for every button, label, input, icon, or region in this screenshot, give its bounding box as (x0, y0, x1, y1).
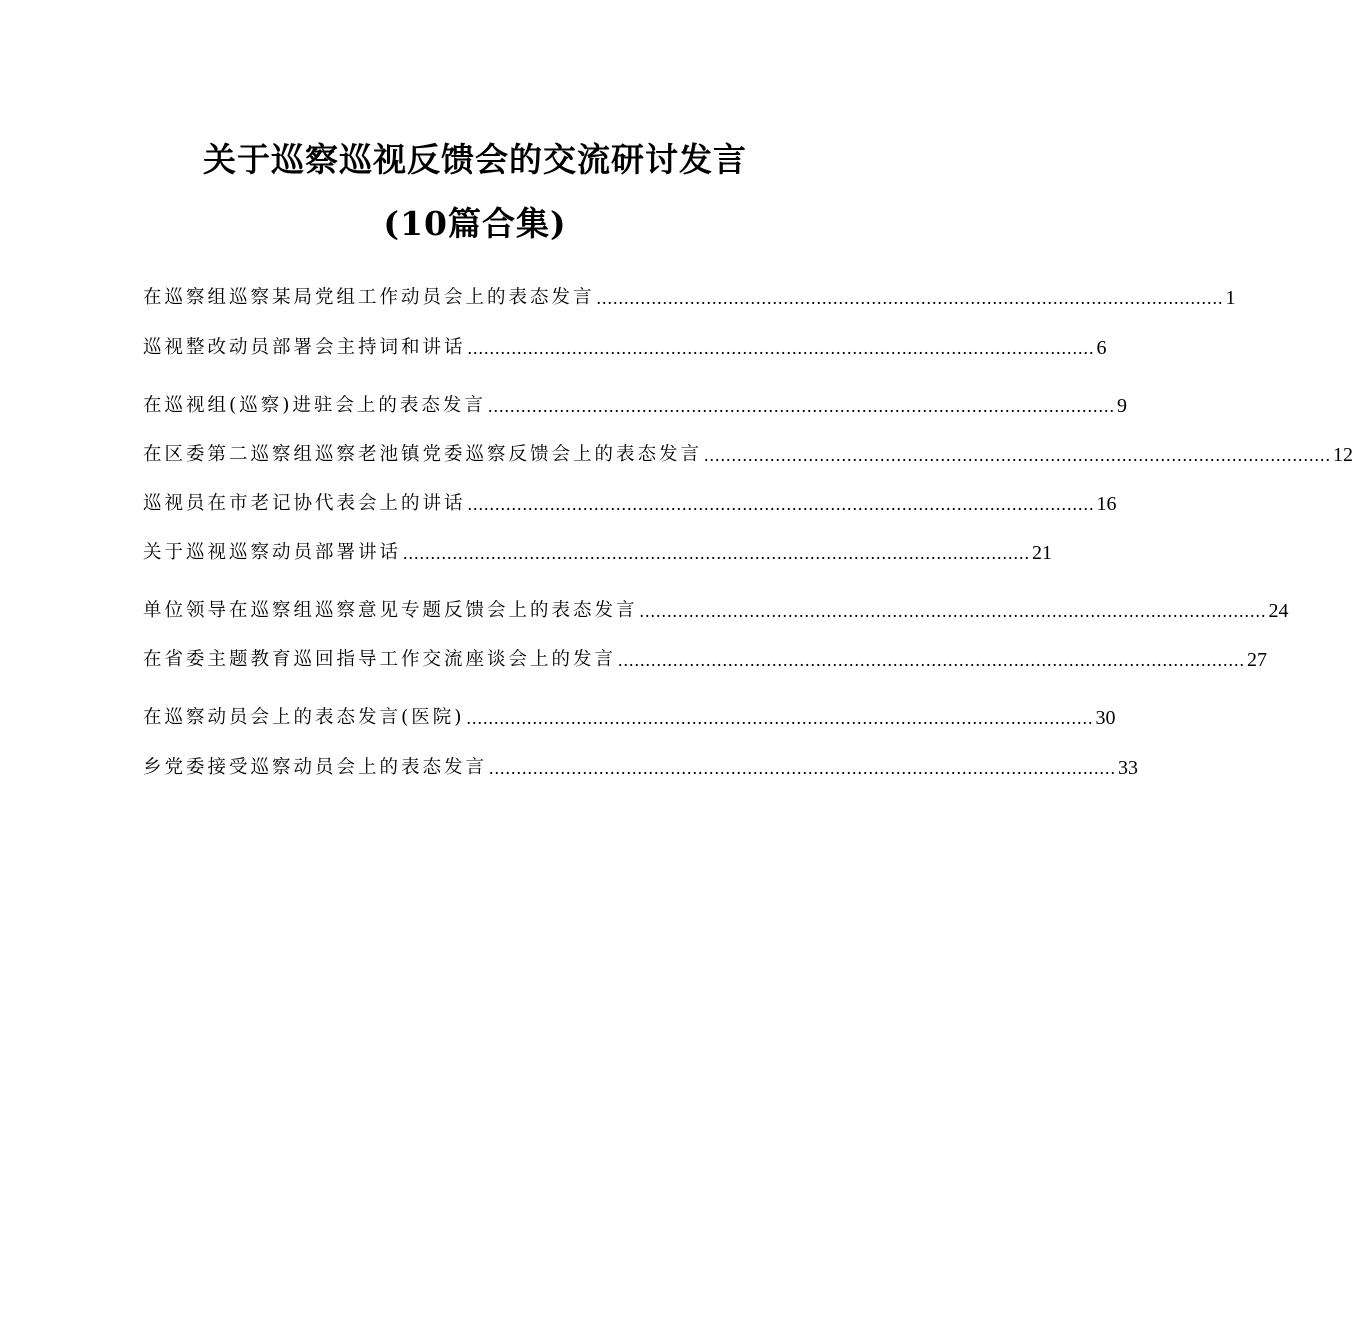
toc-page-number: 21 (1032, 542, 1053, 564)
toc-entry-8[interactable] (143, 645, 1268, 675)
toc-entry-label: 在区委第二巡察组巡察老池镇党委巡察反馈会上的表态发言 (143, 444, 703, 465)
toc-entry-label: 在省委主题教育巡回指导工作交流座谈会上的发言 (143, 649, 617, 670)
document-subtitle: (10篇合集) (383, 204, 567, 243)
toc-dot-leader: .................................................................................................................. (487, 396, 1115, 416)
toc-entry-10[interactable] (143, 753, 1139, 783)
toc-dot-leader: .................................................................................................................. (467, 338, 1095, 358)
toc-dot-leader: .................................................................................................................. (704, 445, 1332, 465)
toc-entry-3[interactable] (143, 391, 1127, 421)
toc-entry-1[interactable] (143, 283, 1236, 313)
toc-dot-leader: .................................................................................................................. (489, 758, 1117, 778)
toc-entry-label: 单位领导在巡察组巡察意见专题反馈会上的表态发言 (143, 600, 638, 621)
toc-dot-leader: .................................................................................................................. (596, 288, 1224, 308)
toc-dot-leader: .................................................................................................................. (467, 494, 1095, 514)
toc-page-number: 27 (1247, 649, 1268, 671)
toc-entry-6[interactable] (143, 538, 1053, 568)
toc-entry-label: 巡视整改动员部署会主持词和讲话 (143, 337, 466, 358)
toc-entry-label: 乡党委接受巡察动员会上的表态发言 (143, 757, 488, 778)
toc-page-number: 33 (1118, 757, 1139, 779)
toc-entry-2[interactable] (143, 333, 1107, 363)
toc-page-number: 9 (1116, 395, 1127, 417)
toc-dot-leader: .................................................................................................................. (639, 601, 1267, 621)
toc-entry-label: 在巡视组(巡察)进驻会上的表态发言 (143, 395, 486, 416)
toc-entry-label: 巡视员在市老记协代表会上的讲话 (143, 493, 466, 514)
toc-page-number: 1 (1225, 287, 1236, 309)
toc-page-number: 12 (1333, 444, 1353, 466)
toc-entry-label: 关于巡视巡察动员部署讲话 (143, 542, 402, 563)
toc-entry-4[interactable] (143, 440, 1353, 470)
toc-entry-5[interactable] (143, 489, 1117, 519)
toc-dot-leader: .................................................................................................................. (466, 708, 1094, 728)
toc-entry-9[interactable] (143, 703, 1116, 733)
toc-entry-label: 在巡察动员会上的表态发言(医院) (143, 707, 465, 728)
toc-entry-label: 在巡察组巡察某局党组工作动员会上的表态发言 (143, 287, 595, 308)
toc-page-number: 6 (1096, 337, 1107, 359)
toc-dot-leader: .................................................................................................................. (618, 650, 1246, 670)
toc-page-number: 30 (1095, 707, 1116, 729)
document-title: 关于巡察巡视反馈会的交流研讨发言 (203, 140, 747, 179)
toc-page-number: 16 (1096, 493, 1117, 515)
toc-entry-7[interactable] (143, 596, 1289, 626)
toc-dot-leader: .................................................................................................................. (403, 543, 1031, 563)
toc-page-number: 24 (1268, 600, 1289, 622)
